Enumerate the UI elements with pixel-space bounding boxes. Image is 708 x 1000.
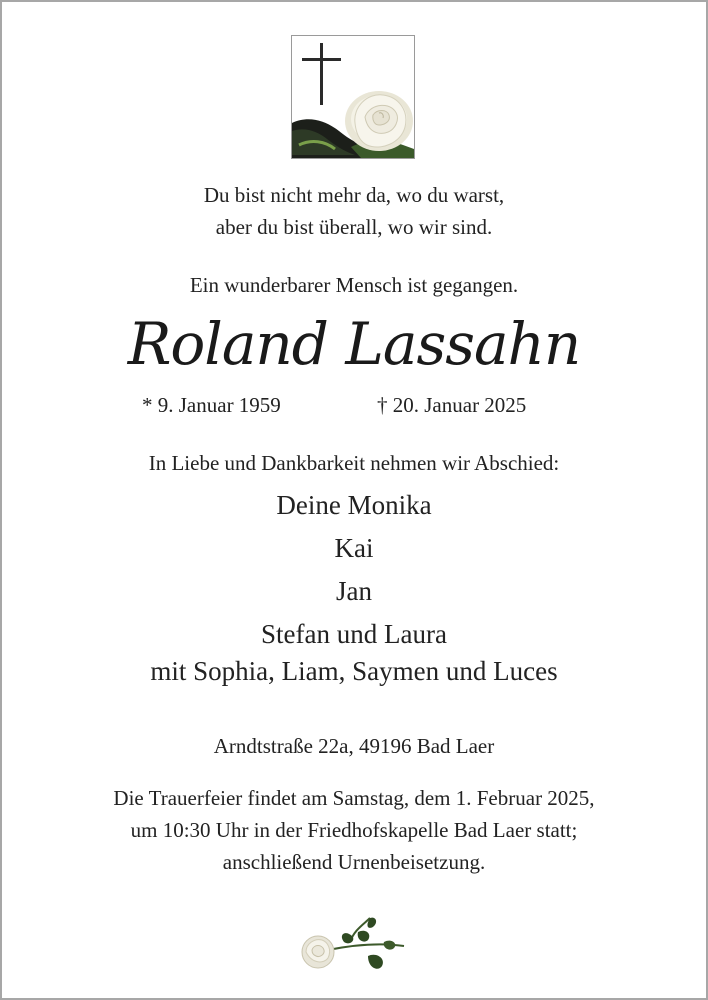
family-member: Jan — [336, 576, 372, 606]
death-date: † 20. Januar 2025 — [377, 393, 527, 417]
address: Arndtstraße 22a, 49196 Bad Laer — [213, 734, 495, 758]
motto-line-2: aber du bist überall, wo wir sind. — [215, 215, 493, 239]
ceremony-line-2: um 10:30 Uhr in der Friedhofskapelle Bad Laer statt; — [130, 818, 578, 842]
ceremony-line-3: anschließend Urnenbeisetzung. — [222, 850, 486, 874]
rose-icon — [298, 912, 410, 978]
motto-line-1: Du bist nicht mehr da, wo du warst, — [203, 183, 505, 207]
family-member: Stefan und Laura — [261, 619, 447, 649]
family-member: Kai — [334, 533, 374, 563]
ceremony-line-1: Die Trauerfeier findet am Samstag, dem 1. Februar 2025, — [113, 786, 595, 810]
farewell-text: In Liebe und Dankbarkeit nehmen wir Abschied: — [148, 451, 560, 475]
intro-text: Ein wunderbarer Mensch ist gegangen. — [189, 273, 519, 297]
deceased-name: Roland Lassahn — [127, 310, 581, 378]
birth-date: * 9. Januar 1959 — [142, 393, 281, 417]
cross-and-rose-icon — [291, 35, 415, 159]
family-member: Deine Monika — [276, 490, 432, 520]
family-member: mit Sophia, Liam, Saymen und Luces — [150, 656, 558, 686]
